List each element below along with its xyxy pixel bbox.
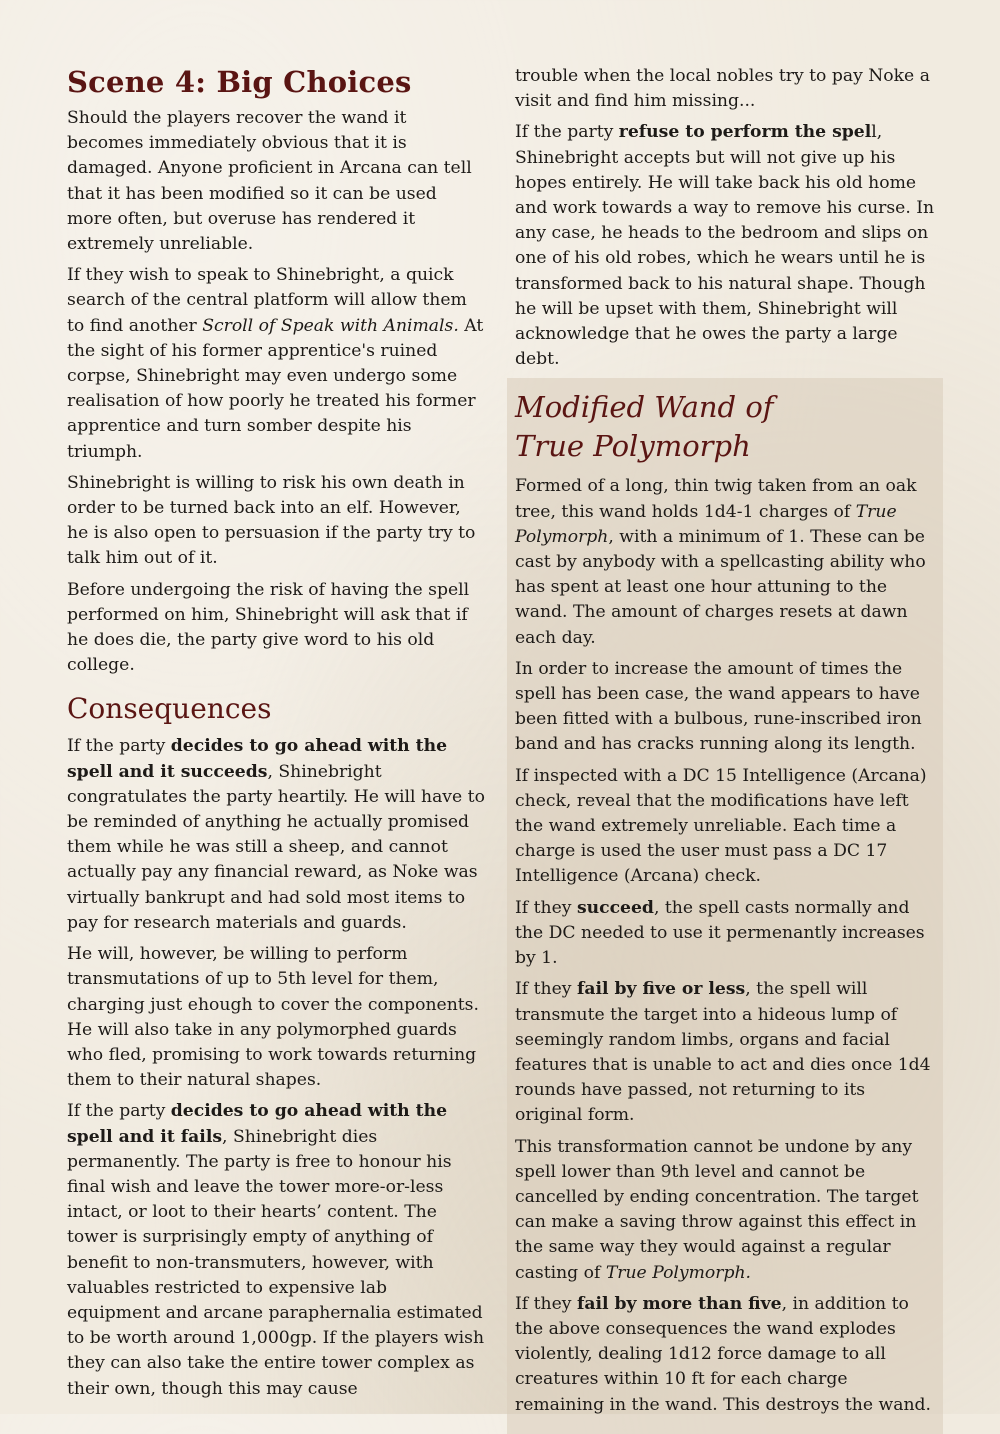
paragraph-transmutations: He will, however, be willing to perform transmutations of up to 5th level for them, charging just ehough to cover the components. He will also take in any polymorphed guards who fled, promising to work towards returning them to their natural shapes. [67, 944, 479, 1091]
paragraph-speak-shinebright: If they wish to speak to Shinebright, a quick search of the central platform will allow them to find another Scroll of Speak with Animals. At the sight of his former apprentice's ruined corpse, Shinebright may even undergo some realisation of how poorly he treated his former apprentice and turn somber despite his triumph. [67, 265, 484, 462]
paragraph-spell-fails: If the party decides to go ahead with the spell and it fails, Shinebright dies permanently. The party is free to honour his final wish and leave the tower more-or-less intact, or loot to their hearts’ content. The tower is surprisingly empty of anything of benefit to non-transmuters, however, with valuables restricted to expensive lab equipment and arcane paraphernalia estimated to be worth around 1,000gp. If the players wish they can also take the entire tower complex as their own, though this may cause [67, 1101, 485, 1399]
paragraph-risk-death: Shinebright is willing to risk his own death in order to be turned back into an elf. However, he is also open to persuasion if the party try to talk him out of it. [67, 472, 476, 569]
right-column [515, 64, 935, 1434]
paragraph-refuse-spell: If the party refuse to perform the spell, Shinebright accepts but will not give up his hopes entirely. He will take back his old home and work towards a way to remove his curse. In any case, he heads to the bedroom and slips on one of his old robes, which he wears until he is transformed back to his natural shape. Though he will be upset with them, Shinebright will acknowledge that he owes the party a large debt. [515, 122, 935, 370]
paragraph-wand-description: Formed of a long, thin twig taken from an oak tree, this wand holds 1d4-1 charges of True Polymorph, with a minimum of 1. These can be cast by anybody with a spellcasting ability who has spent at least one hour attuning to the wand. The amount of charges resets at dawn each day. [515, 476, 926, 648]
paragraph-check-fail-small: If they fail by five or less, the spell will transmute the target into a hideous lump of seemingly random limbs, organs and facial features that is unable to act and dies once 1d4 rounds have passed, not returning to its original form. [515, 979, 931, 1126]
paragraph-wand-damaged: Should the players recover the wand it becomes immediately obvious that it is damaged. Anyone proficient in Arcana can tell that it has been modified so it can be used more often, but overuse has rendered it extremely unreliable. [67, 108, 472, 255]
wand-sidebar [507, 378, 943, 1433]
paragraph-transformation-permanent: This transformation cannot be undone by any spell lower than 9th level and cannot be cancelled by ending concentration. The target can make a saving throw against this effect in the same way they would against a regular casting of True Polymorph. [515, 1136, 919, 1283]
paragraph-nobles-trouble: trouble when the local nobles try to pay Noke a visit and find him missing... [515, 66, 930, 112]
consequences-heading: Consequences [67, 692, 272, 726]
paragraph-spell-succeeds: If the party decides to go ahead with the spell and it succeeds, Shinebright congratulates the party heartily. He will have to be reminded of anything he actually promised them while he was still a sheep, and cannot actually pay any financial reward, as Noke was virtually bankrupt and had sold most items to pay for research materials and guards. [67, 736, 485, 933]
paragraph-check-fail-large: If they fail by more than five, in addition to the above consequences the wand explodes violently, dealing 1d12 force damage to all creatures within 10 ft for each charge remaining in the wand. This destroys the wand. [515, 1293, 932, 1415]
paragraph-wand-inspection: If inspected with a DC 15 Intelligence (Arcana) check, reveal that the modifications have left the wand extremely unreliable. Each time a charge is used the user must pass a DC 17 Intelligence (Arcana) check. [515, 765, 927, 887]
paragraph-before-spell: Before undergoing the risk of having the spell performed on him, Shinebright will ask that if he does die, the party give word to his old college. [67, 579, 470, 676]
wand-title: Modified Wand of True Polymorph [515, 390, 774, 464]
scroll-name: Scroll of Speak with Animals. [202, 315, 459, 336]
left-column [67, 62, 485, 1408]
scene-heading: Scene 4: Big Choices [67, 65, 412, 99]
paragraph-check-succeed: If they succeed, the spell casts normally and the DC needed to use it permenantly increases by 1. [515, 897, 925, 969]
paragraph-wand-modification: In order to increase the amount of times the spell has been case, the wand appears to have been fitted with a bulbous, rune-inscribed iron band and has cracks running along its length. [515, 658, 922, 755]
